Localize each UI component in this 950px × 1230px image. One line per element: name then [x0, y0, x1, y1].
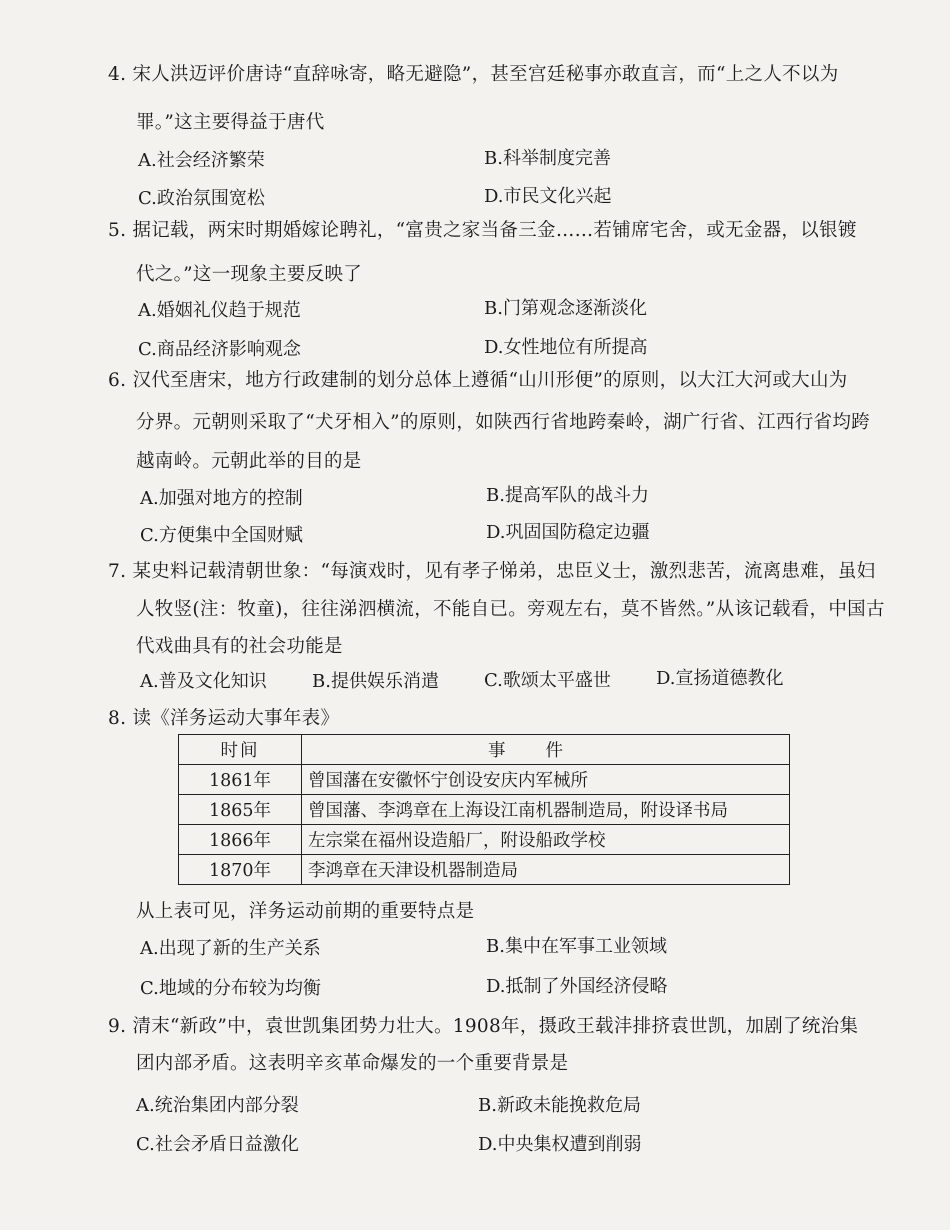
q8-option-b[interactable]: B.集中在军事工业领域 [486, 936, 667, 957]
q6-stem-2: 分界。元朝则采取了“犬牙相入”的原则，如陕西行省地跨秦岭，湖广行省、江西行省均跨 [136, 412, 870, 433]
q8-option-d[interactable]: D.抵制了外国经济侵略 [486, 976, 668, 997]
q7-stem-2: 人牧竖(注：牧童)，往往涕泗横流，不能自已。旁观左右，莫不皆然。”从该记载看，中国古 [136, 599, 885, 620]
q7-stem-1: 某史料记载清朝世象：“每演戏时，见有孝子悌弟，忠臣义士，激烈悲苦，流离患难，虽妇 [132, 561, 876, 582]
q7-option-c[interactable]: C.歌颂太平盛世 [484, 670, 611, 691]
q7-option-d[interactable]: D.宣扬道德教化 [656, 668, 784, 689]
q9-line-1 [108, 1018, 858, 1037]
table-cell-year: 1861年 [179, 765, 302, 795]
q6-option-a[interactable]: A.加强对地方的控制 [140, 488, 303, 509]
q5-stem-1: 据记载，两宋时期婚嫁论聘礼，“富贵之家当备三金……若铺席宅舍，或无金器，以银镀 [132, 220, 857, 241]
q8-option-a[interactable]: A.出现了新的生产关系 [140, 938, 321, 959]
q5-option-b[interactable]: B.门第观念逐渐淡化 [484, 298, 647, 319]
q6-option-d[interactable]: D.巩固国防稳定边疆 [486, 522, 650, 543]
q4-stem-2: 罪。”这主要得益于唐代 [136, 112, 325, 133]
q5-option-c[interactable]: C.商品经济影响观念 [138, 339, 301, 360]
q9-number: 9. [108, 1016, 127, 1037]
q6-option-b[interactable]: B.提高军队的战斗力 [486, 485, 649, 506]
q7-number: 7. [108, 561, 127, 582]
q7-stem-3: 代戏曲具有的社会功能是 [136, 636, 343, 657]
table-row [179, 855, 790, 885]
q5-number: 5. [108, 220, 127, 241]
q5-stem-2: 代之。”这一现象主要反映了 [136, 264, 363, 285]
table-row [179, 795, 790, 825]
table-cell-event: 左宗棠在福州设造船厂，附设船政学校 [302, 825, 790, 855]
q8-number: 8. [108, 708, 127, 729]
table-cell-year: 1865年 [179, 795, 302, 825]
yangwu-events-table [178, 734, 790, 885]
table-cell-event: 曾国藩、李鸿章在上海设江南机器制造局，附设译书局 [302, 795, 790, 825]
q7-option-b[interactable]: B.提供娱乐消遣 [312, 671, 439, 692]
q6-line-1 [108, 372, 848, 391]
q4-line-1 [108, 66, 839, 85]
q4-option-a[interactable]: A.社会经济繁荣 [138, 150, 265, 171]
q6-option-c[interactable]: C.方便集中全国财赋 [140, 525, 303, 546]
q7-option-a[interactable]: A.普及文化知识 [140, 671, 267, 692]
table-cell-year: 1866年 [179, 825, 302, 855]
q8-option-c[interactable]: C.地域的分布较为均衡 [140, 978, 321, 999]
table-header-time: 时间 [179, 735, 302, 765]
table-row [179, 825, 790, 855]
table-row [179, 765, 790, 795]
q8-stem-after: 从上表可见，洋务运动前期的重要特点是 [136, 901, 475, 922]
table-cell-event: 曾国藩在安徽怀宁创设安庆内军械所 [302, 765, 790, 795]
q9-option-a[interactable]: A.统治集团内部分裂 [136, 1095, 299, 1116]
q5-option-a[interactable]: A.婚姻礼仪趋于规范 [138, 300, 301, 321]
q6-stem-3: 越南岭。元朝此举的目的是 [136, 451, 362, 472]
q4-stem-1: 宋人洪迈评价唐诗“直辞咏寄，略无避隐”，甚至宫廷秘事亦敢直言，而“上之人不以为 [132, 64, 839, 85]
q4-number: 4. [108, 64, 127, 85]
table-header-event: 事件 [302, 735, 790, 765]
q5-option-d[interactable]: D.女性地位有所提高 [484, 337, 648, 358]
table-cell-year: 1870年 [179, 855, 302, 885]
q9-option-c[interactable]: C.社会矛盾日益激化 [136, 1134, 299, 1155]
q4-option-c[interactable]: C.政治氛围宽松 [138, 188, 265, 209]
q9-option-b[interactable]: B.新政未能挽救危局 [478, 1095, 641, 1116]
q7-line-1 [108, 563, 875, 582]
q9-stem-2: 团内部矛盾。这表明辛亥革命爆发的一个重要背景是 [136, 1053, 569, 1074]
table-cell-event: 李鸿章在天津设机器制造局 [302, 855, 790, 885]
q6-stem-1: 汉代至唐宋，地方行政建制的划分总体上遵循“山川形便”的原则，以大江大河或大山为 [132, 370, 848, 391]
q8-stem-1: 读《洋务运动大事年表》 [132, 708, 340, 729]
q4-option-b[interactable]: B.科举制度完善 [484, 148, 611, 169]
q6-number: 6. [108, 370, 127, 391]
q9-stem-1: 清末“新政”中，袁世凯集团势力壮大。1908年，摄政王载沣排挤袁世凯，加剧了统治集 [132, 1016, 859, 1037]
q4-option-d[interactable]: D.市民文化兴起 [484, 186, 612, 207]
q9-option-d[interactable]: D.中央集权遭到削弱 [478, 1134, 642, 1155]
q8-line-1 [108, 710, 339, 729]
q5-line-1 [108, 222, 857, 241]
table-header-row [179, 735, 790, 765]
